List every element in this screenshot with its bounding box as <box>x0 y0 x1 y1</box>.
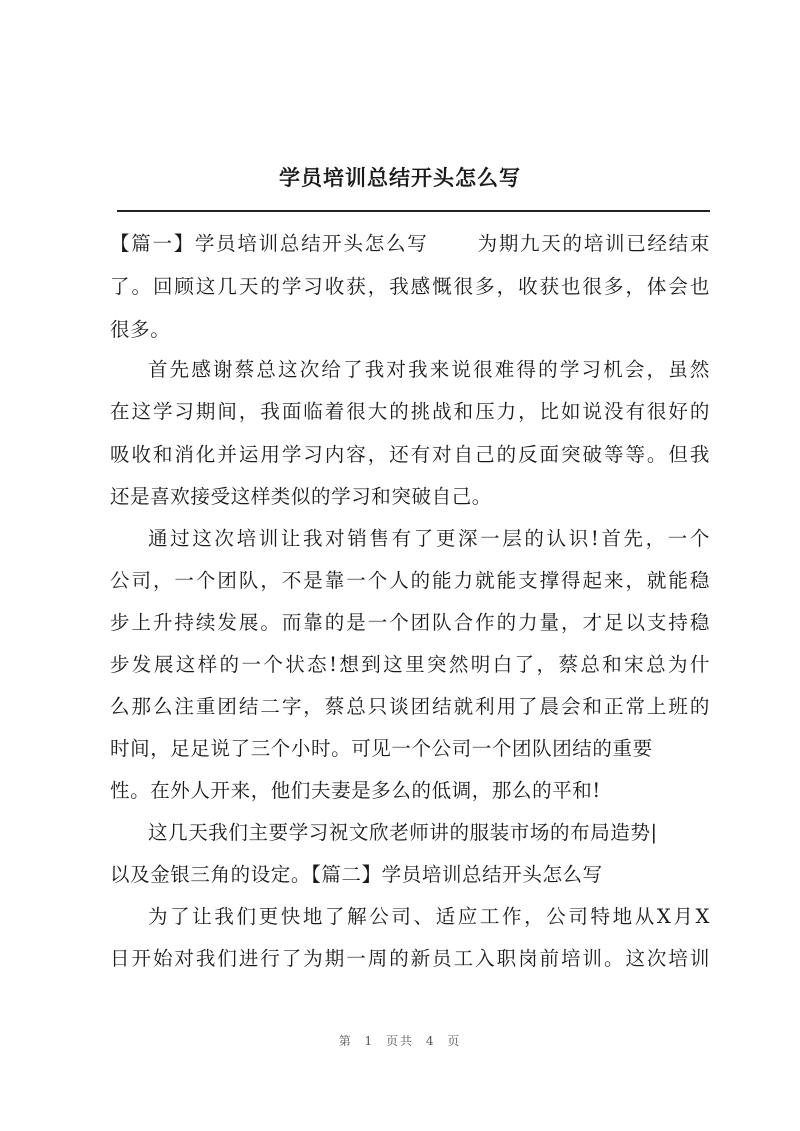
body-line: 性。在外人开来，他们夫妻是多么的低调，那么的平和! <box>110 779 601 802</box>
body-line: 步发展这样的一个状态!想到这里突然明白了，蔡总和宋总为什 <box>110 653 710 676</box>
body-line: 吸收和消化并运用学习内容，还有对自己的反面突破等等。但我 <box>110 443 710 466</box>
body-line: 首先感谢蔡总这次给了我对我来说很难得的学习机会，虽然 <box>148 358 710 381</box>
body-line: 公司，一个团队，不是靠一个人的能力就能支撑得起来，就能稳 <box>110 569 710 592</box>
body-line: 为了让我们更快地了解公司、适应工作，公司特地从X月X <box>148 905 710 928</box>
section-heading: 【篇一】学员培训总结开头怎么写 <box>110 232 429 255</box>
body-line: 么那么注重团结二字，蔡总只谈团结就利用了晨会和正常上班的 <box>110 695 710 718</box>
body-line: 很多。 <box>110 318 171 341</box>
body-line: 时间，足足说了三个小时。可见一个公司一个团队团结的重要 <box>110 737 653 760</box>
page-title: 学员培训总结开头怎么写 <box>279 165 521 190</box>
page-footer: 第 1 页共 4 页 <box>338 1034 462 1048</box>
body-text: 为期九天的培训已经结束 <box>476 232 710 255</box>
body-line <box>110 230 710 258</box>
body-line: 日开始对我们进行了为期一周的新员工入职岗前培训。这次培训 <box>110 947 710 970</box>
body-line: 通过这次培训让我对销售有了更深一层的认识!首先，一个 <box>148 527 710 550</box>
body-line: 了。回顾这几天的学习收获，我感慨很多，收获也很多，体会也 <box>110 275 710 298</box>
body-line: 以及金银三角的设定。【篇二】学员培训总结开头怎么写 <box>110 863 603 886</box>
title-divider <box>117 210 710 212</box>
body-line: 还是喜欢接受这样类似的学习和突破自己。 <box>110 485 492 508</box>
body-line: 步上升持续发展。而靠的是一个团队合作的力量，才足以支持稳 <box>110 611 710 634</box>
body-line: 这几天我们主要学习祝文欣老师讲的服装市场的布局造势| <box>148 821 658 844</box>
body-line: 在这学习期间，我面临着很大的挑战和压力，比如说没有很好的 <box>110 400 710 423</box>
